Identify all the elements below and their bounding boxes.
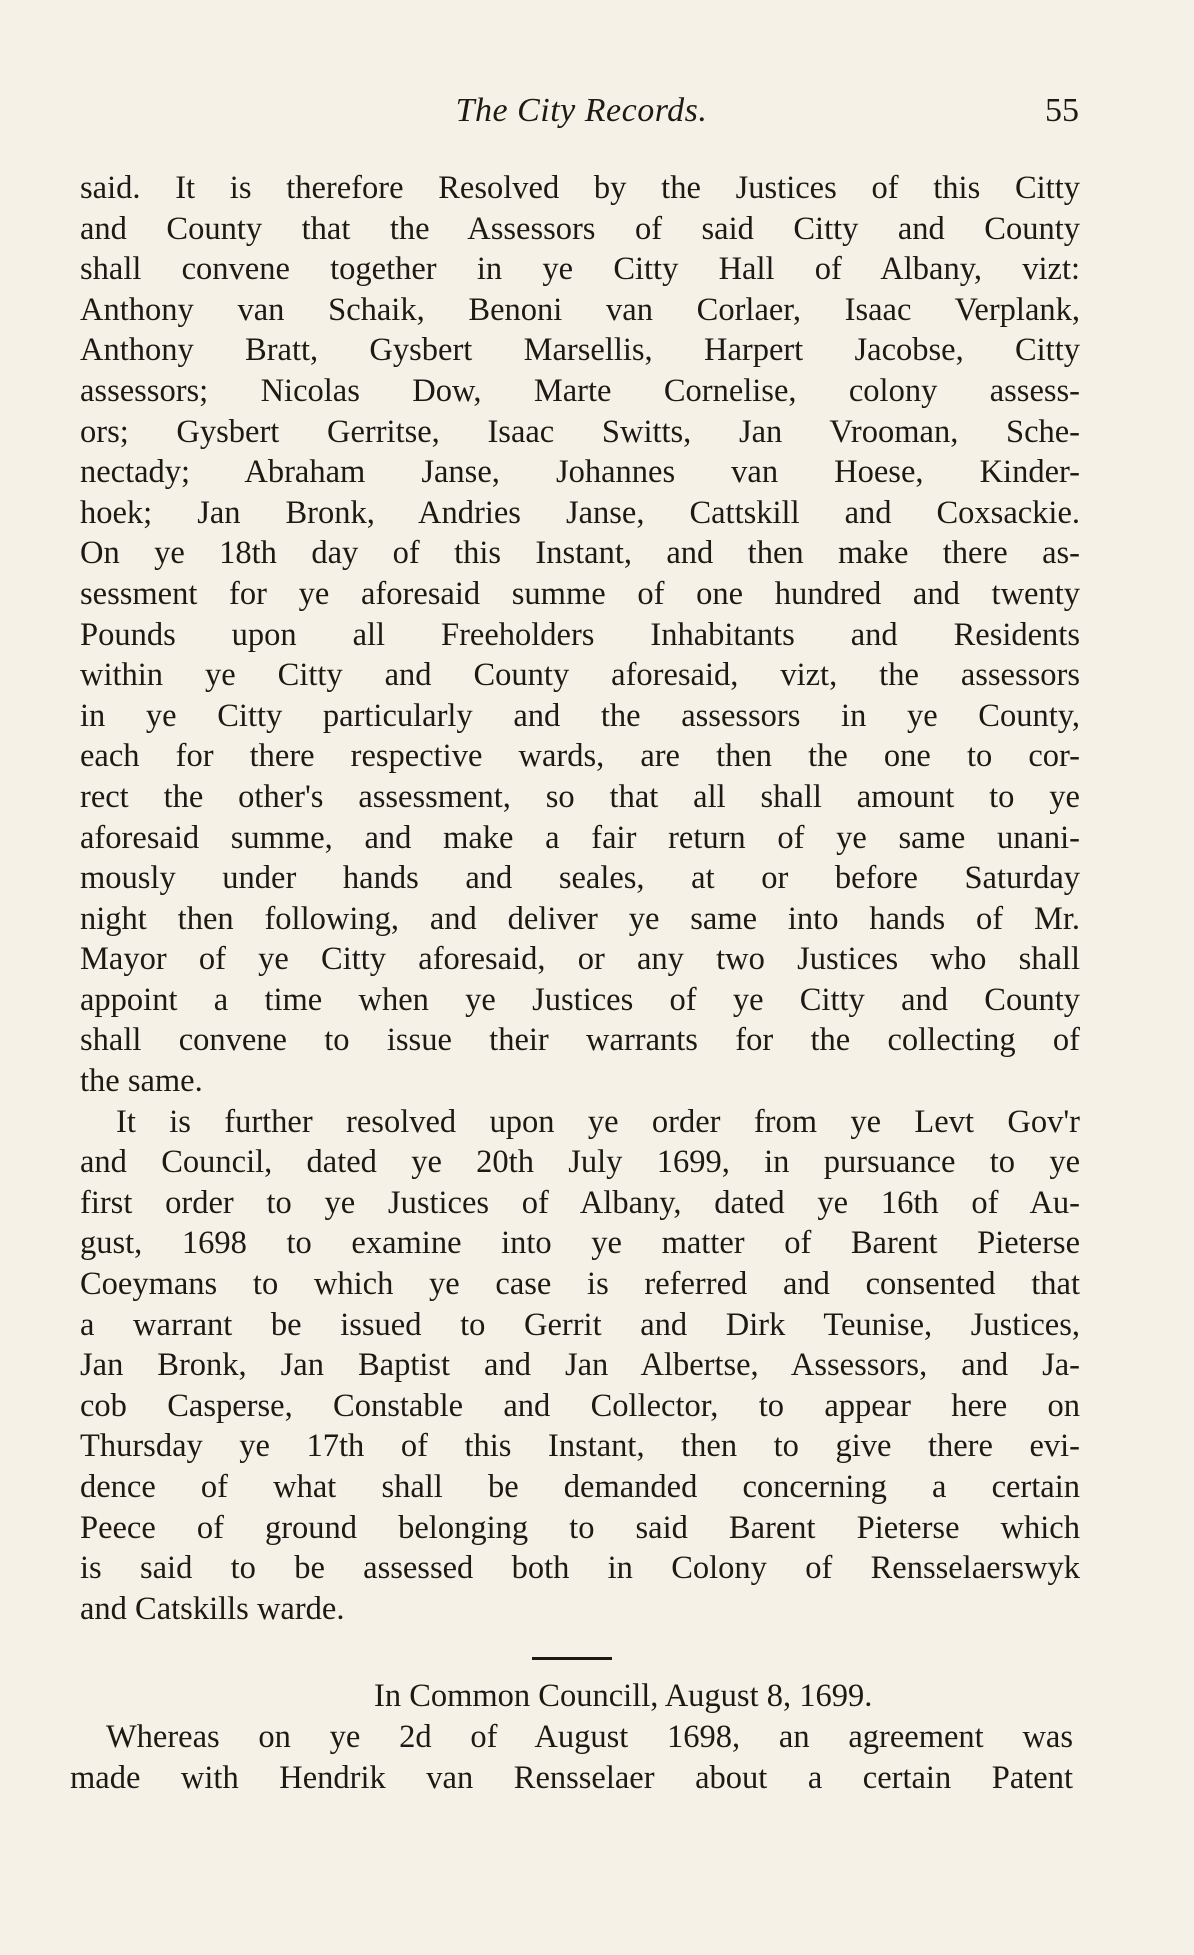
text-line: is said to be assessed both in Colony of Rensselaerswyk	[80, 1550, 1080, 1587]
text-line: first order to ye Justices of Albany, dated ye 16th of Au-	[80, 1184, 1080, 1221]
text-line: night then following, and deliver ye same into hands of Mr.	[80, 900, 1080, 937]
text-line: cob Casperse, Constable and Collector, to appear here on	[80, 1387, 1080, 1424]
text-line: ors; Gysbert Gerritse, Isaac Switts, Jan Vrooman, Sche-	[80, 413, 1080, 450]
text-line: made with Hendrik van Rensselaer about a certain Patent	[70, 1759, 1073, 1796]
text-line: assessors; Nicolas Dow, Marte Cornelise, colony assess-	[80, 372, 1080, 409]
text-line: a warrant be issued to Gerrit and Dirk Teunise, Justices,	[80, 1306, 1080, 1343]
text-line: within ye Citty and County aforesaid, vizt, the assessors	[80, 657, 1080, 694]
text-line: the same.	[80, 1063, 203, 1100]
text-line: dence of what shall be demanded concerning a certain	[80, 1469, 1080, 1505]
text-line: shall convene to issue their warrants for the collecting of	[80, 1022, 1080, 1059]
text-line: aforesaid summe, and make a fair return of ye same unani-	[80, 819, 1080, 856]
text-line: Anthony Bratt, Gysbert Marsellis, Harpert Jacobse, Citty	[80, 332, 1080, 369]
text-line: and County that the Assessors of said Citty and County	[80, 210, 1080, 247]
main-text-block	[80, 168, 1080, 1629]
text-line: Pounds upon all Freeholders Inhabitants and Residents	[80, 616, 1080, 653]
text-line: sessment for ye aforesaid summe of one hundred and twenty	[80, 575, 1080, 612]
text-line: shall convene together in ye Citty Hall of Albany, vizt:	[80, 251, 1080, 288]
text-line: Whereas on ye 2d of August 1698, an agreement was	[106, 1719, 1073, 1755]
text-line: and Catskills warde.	[80, 1590, 345, 1627]
running-title: The City Records.	[455, 92, 708, 129]
text-line: appoint a time when ye Justices of ye Citty and County	[80, 981, 1080, 1018]
text-line: Mayor of ye Citty aforesaid, or any two Justices who shall	[80, 941, 1080, 978]
text-line: Thursday ye 17th of this Instant, then to give there evi-	[80, 1428, 1080, 1465]
text-line: nectady; Abraham Janse, Johannes van Hoese, Kinder-	[80, 454, 1080, 491]
text-line: mously under hands and seales, at or before Saturday	[80, 860, 1080, 897]
text-line: hoek; Jan Bronk, Andries Janse, Cattskill and Coxsackie.	[80, 494, 1080, 531]
page-number: 55	[1045, 92, 1079, 129]
text-line: Jan Bronk, Jan Baptist and Jan Albertse, Assessors, and Ja-	[80, 1347, 1080, 1384]
text-line: Anthony van Schaik, Benoni van Corlaer, Isaac Verplank,	[80, 291, 1080, 328]
continuation-text-block	[70, 1717, 1073, 1798]
text-line: each for there respective wards, are then the one to cor-	[80, 738, 1080, 775]
text-line: rect the other's assessment, so that all shall amount to ye	[80, 778, 1080, 815]
page-header	[84, 92, 1079, 142]
text-line: gust, 1698 to examine into ye matter of Barent Pieterse	[80, 1225, 1080, 1262]
section-heading: In Common Councill, August 8, 1699.	[374, 1678, 873, 1714]
text-line: in ye Citty particularly and the assessors in ye County,	[80, 697, 1080, 734]
text-line: It is further resolved upon ye order from ye Levt Gov'r	[116, 1103, 1080, 1140]
text-line: On ye 18th day of this Instant, and then make there as-	[80, 535, 1080, 572]
text-line: said. It is therefore Resolved by the Justices of this Citty	[80, 170, 1080, 206]
text-line: Peece of ground belonging to said Barent Pieterse which	[80, 1509, 1080, 1546]
text-line: Coeymans to which ye case is referred and consented that	[80, 1266, 1080, 1303]
section-divider	[532, 1657, 612, 1660]
text-line: and Council, dated ye 20th July 1699, in pursuance to ye	[80, 1144, 1080, 1181]
